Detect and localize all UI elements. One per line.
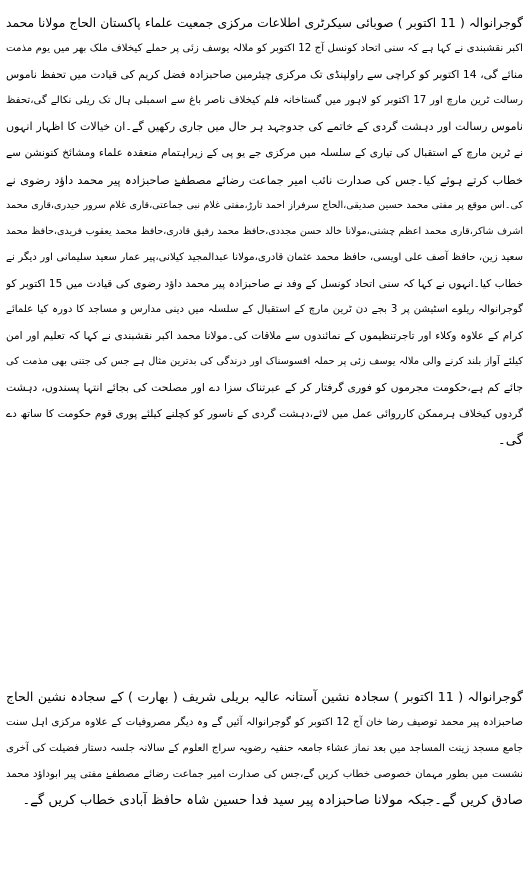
news-article-2 bbox=[6, 684, 523, 814]
article-2-line-4: نشست میں بطور مہمان خصوصی خطاب کریں گے،جس کی صدارت امیر جماعت رضائے مصطفےٰ مفتی پیر ابوداؤد محمد bbox=[6, 769, 523, 781]
article-1-line-17: گی۔ bbox=[498, 432, 523, 448]
article-1-line-4: رسالت ٹرین مارچ اور 17 اکتوبر کو لاہور میں گستاخانہ فلم کیخلاف ناصر باغ سے اسمبلی ہال تک ریلی نکالے گی،تحفظ bbox=[6, 95, 523, 107]
article-1-line-10: سعید زین، حافظ آصف علی اویسی، حافظ محمد عثمان قادری،مولانا عبدالمجید کیلانی،پیر عمار سعید سلیمانی اور دیگر نے bbox=[6, 251, 523, 263]
article-1-line-8: کی۔اس موقع پر مفتی محمد حسین صدیقی،الحاج سرفراز احمد تارڑ،مفتی غلام نبی جماعتی،قاری غلام سرور حیدری،قاری محمد bbox=[6, 199, 523, 211]
article-1-line-14: کیلئے آواز بلند کرنے والی ملالہ یوسف زئی پر حملہ افسوسناک اور درندگی کی بدترین مثال ہے جس کی جتنی بھی مذمت کی bbox=[6, 356, 523, 368]
article-1-line-3: منائے گی، 14 اکتوبر کو کراچی سے راولپنڈی تک مرکزی چیئرمین صاحبزادہ فضل کریم کی قیادت میں تحفظ ناموس bbox=[6, 68, 523, 82]
article-1-line-9: اشرف شاکر،قاری محمد اعظم چشتی،مولانا خالد حسن مجددی،حافظ محمد رفیق قادری،حافظ محمد یعقوب فریدی،حافظ محمد bbox=[6, 225, 523, 237]
article-1-line-15: جائے کم ہے،حکومت مجرموں کو فوری گرفتار کر کے عبرتناک سزا دے اور مصلحت کی بجائے انتہا پسندوں، دہشت bbox=[6, 381, 523, 395]
article-1-line-2: اکبر نقشبندی نے کہا ہے کہ سنی اتحاد کونسل آج 12 اکتوبر کو ملالہ یوسف زئی پر حملے کیخلاف ملک بھر میں یوم مذمت bbox=[6, 43, 523, 55]
news-article-1 bbox=[6, 10, 523, 454]
article-1-line-5: ناموس رسالت اور دہشت گردی کے خاتمے کی جدوجہد ہر حال میں جاری رکھیں گے۔ان خیالات کا اظہار انہوں bbox=[6, 120, 523, 134]
article-2-line-2: صاحبزادہ پیر محمد توصیف رضا خان آج 12 اکتوبر کو گوجرانوالہ آئیں گے وہ دیگر مصروفیات کے علاوہ مرکزی اہل سنت bbox=[6, 717, 523, 729]
article-1-line-16: گردوں کیخلاف ہرممکن کارروائی عمل میں لائے،دہشت گردی کے ناسور کو کچلنے کیلئے پوری قوم حکومت کا ساتھ دے bbox=[6, 408, 523, 421]
article-1-line-13: کرام کے علاوہ وکلاء اور تاجرتنظیموں کے نمائندوں سے ملاقات کی۔مولانا محمد اکبر نقشبندی نے کہا کہ تعلیم اور امن bbox=[6, 330, 523, 343]
article-1-line-7: خطاب کرتے ہوئے کیا۔جس کی صدارت نائب امیر جماعت رضائے مصطفےٰ صاحبزادہ پیر محمد داؤد رضوی نے bbox=[6, 172, 523, 187]
article-2-line-1: گوجرانوالہ ( 11 اکتوبر ) سجادہ نشین آستانہ عالیہ بریلی شریف ( بھارت ) کے سجادہ نشین الحاج bbox=[6, 689, 523, 704]
article-1-line-11: خطاب کیا۔انہوں نے کہا کہ سنی اتحاد کونسل کے وفد نے صاحبزادہ پیر محمد داؤد رضوی کی قیادت میں 15 اکتوبر کو bbox=[6, 277, 523, 290]
article-1-line-12: گوجرانوالہ ریلوے اسٹیشن پر 3 بجے دن ٹرین مارچ کے استقبال کے سلسلہ میں دینی مدارس و مساجد کا دورہ کیا علمائے bbox=[6, 304, 523, 316]
article-1-line-6: نے ٹرین مارچ کے استقبال کی تیاری کے سلسلہ میں مرکزی جے یو پی کے زیراہتمام منعقدہ علماء ومشائخ کنونشن سے bbox=[6, 147, 523, 160]
article-2-line-3: جامع مسجد زینت المساجد میں بعد نماز عشاء جامعہ حنفیہ رضویہ سراج العلوم کے سالانہ جلسہ دستار فضیلت کی آخری bbox=[6, 743, 523, 755]
article-1-line-1: گوجرانوالہ ( 11 اکتوبر ) صوبائی سیکرٹری اطلاعات مرکزی جمعیت علماء پاکستان الحاج مولانا محمد bbox=[6, 16, 523, 30]
article-2-line-5: صادق کریں گے۔جبکہ مولانا صاحبزادہ پیر سید فدا حسین شاہ حافظ آبادی خطاب کریں گے۔ bbox=[22, 793, 523, 809]
